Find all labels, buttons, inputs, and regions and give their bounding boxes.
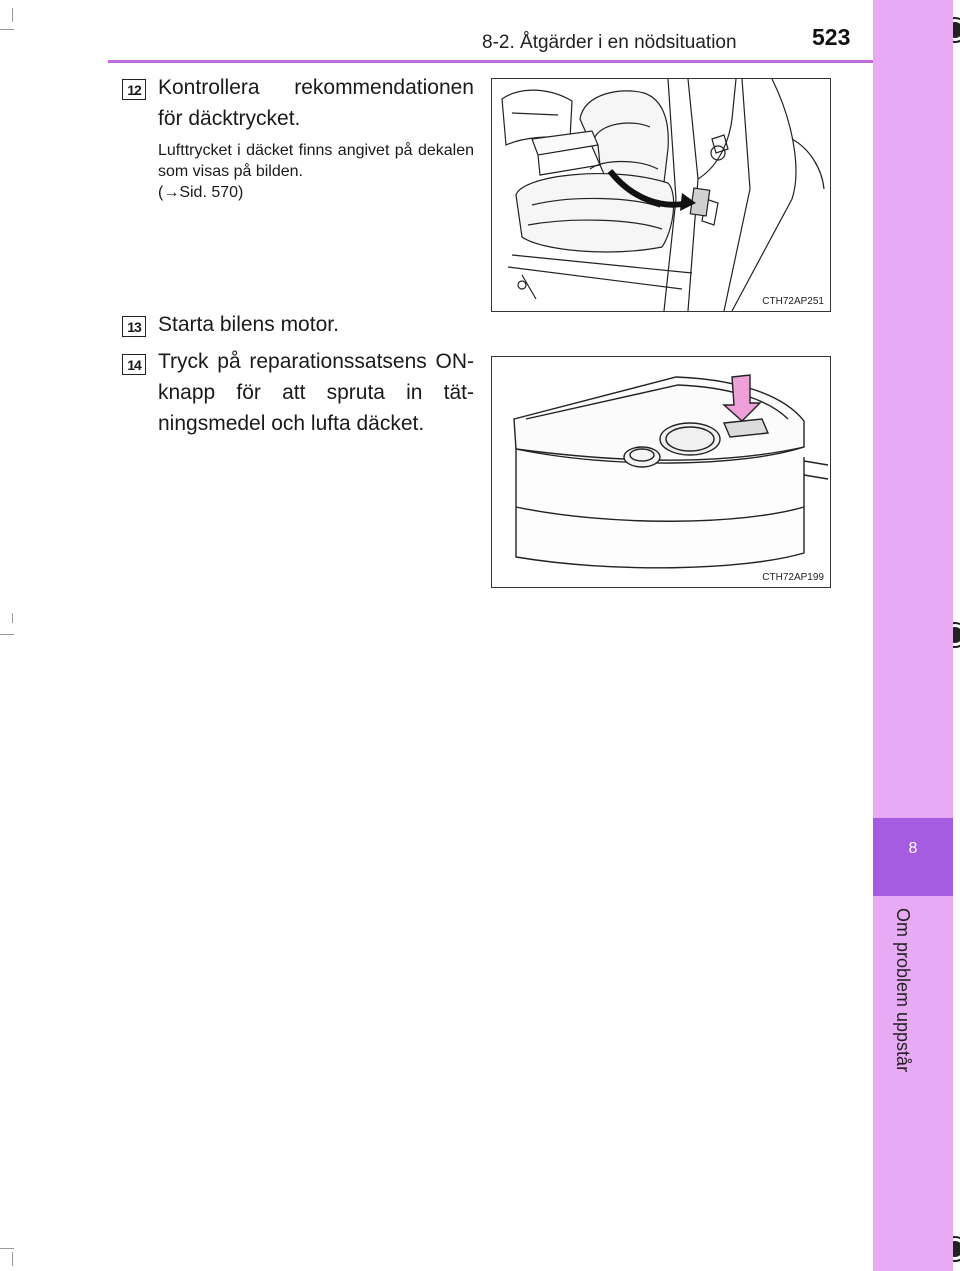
page-number: 523 [812,24,851,50]
figure-code: CTH72AP251 [762,296,824,307]
repair-kit-illustration [491,356,831,588]
step-text: Tryck på reparationssatsens ON-knapp för att spruta in tät-ningsmedel och lufta däcket. [158,350,474,435]
chapter-title [893,908,927,1118]
step-text: Kontrollera rekommendationen för däcktrycket. [158,76,474,130]
ref-open-paren: ( [158,184,164,201]
ref-close-paren: ) [238,184,244,201]
section-title: 8-2. Åtgärder i en nödsituation [482,32,737,53]
page-reference[interactable]: Sid. 570 [179,184,239,201]
header-rule [108,60,873,63]
step-number: 13 [122,316,146,337]
crop-mark [0,634,14,635]
chapter-title-text: Om problem uppstår [893,908,913,1073]
figure-code: CTH72AP199 [762,572,824,583]
chapter-number: 8 [908,840,918,857]
crop-mark [0,1248,14,1249]
step-number: 12 [122,79,146,100]
arrow-right-icon: → [163,184,180,201]
step-text: Starta bilens motor. [158,313,339,336]
car-interior-drawing [492,79,830,311]
tire-pressure-label-illustration [491,78,831,312]
crop-mark [12,1252,13,1266]
step-number: 14 [122,354,146,375]
crop-mark [12,613,13,623]
step-note [158,140,474,203]
crop-mark [12,8,13,22]
note-text: Lufttrycket i däcket finns angivet på dekalen som visas på bilden. [158,142,474,180]
repair-kit-drawing [492,357,830,587]
crop-mark [0,29,14,30]
